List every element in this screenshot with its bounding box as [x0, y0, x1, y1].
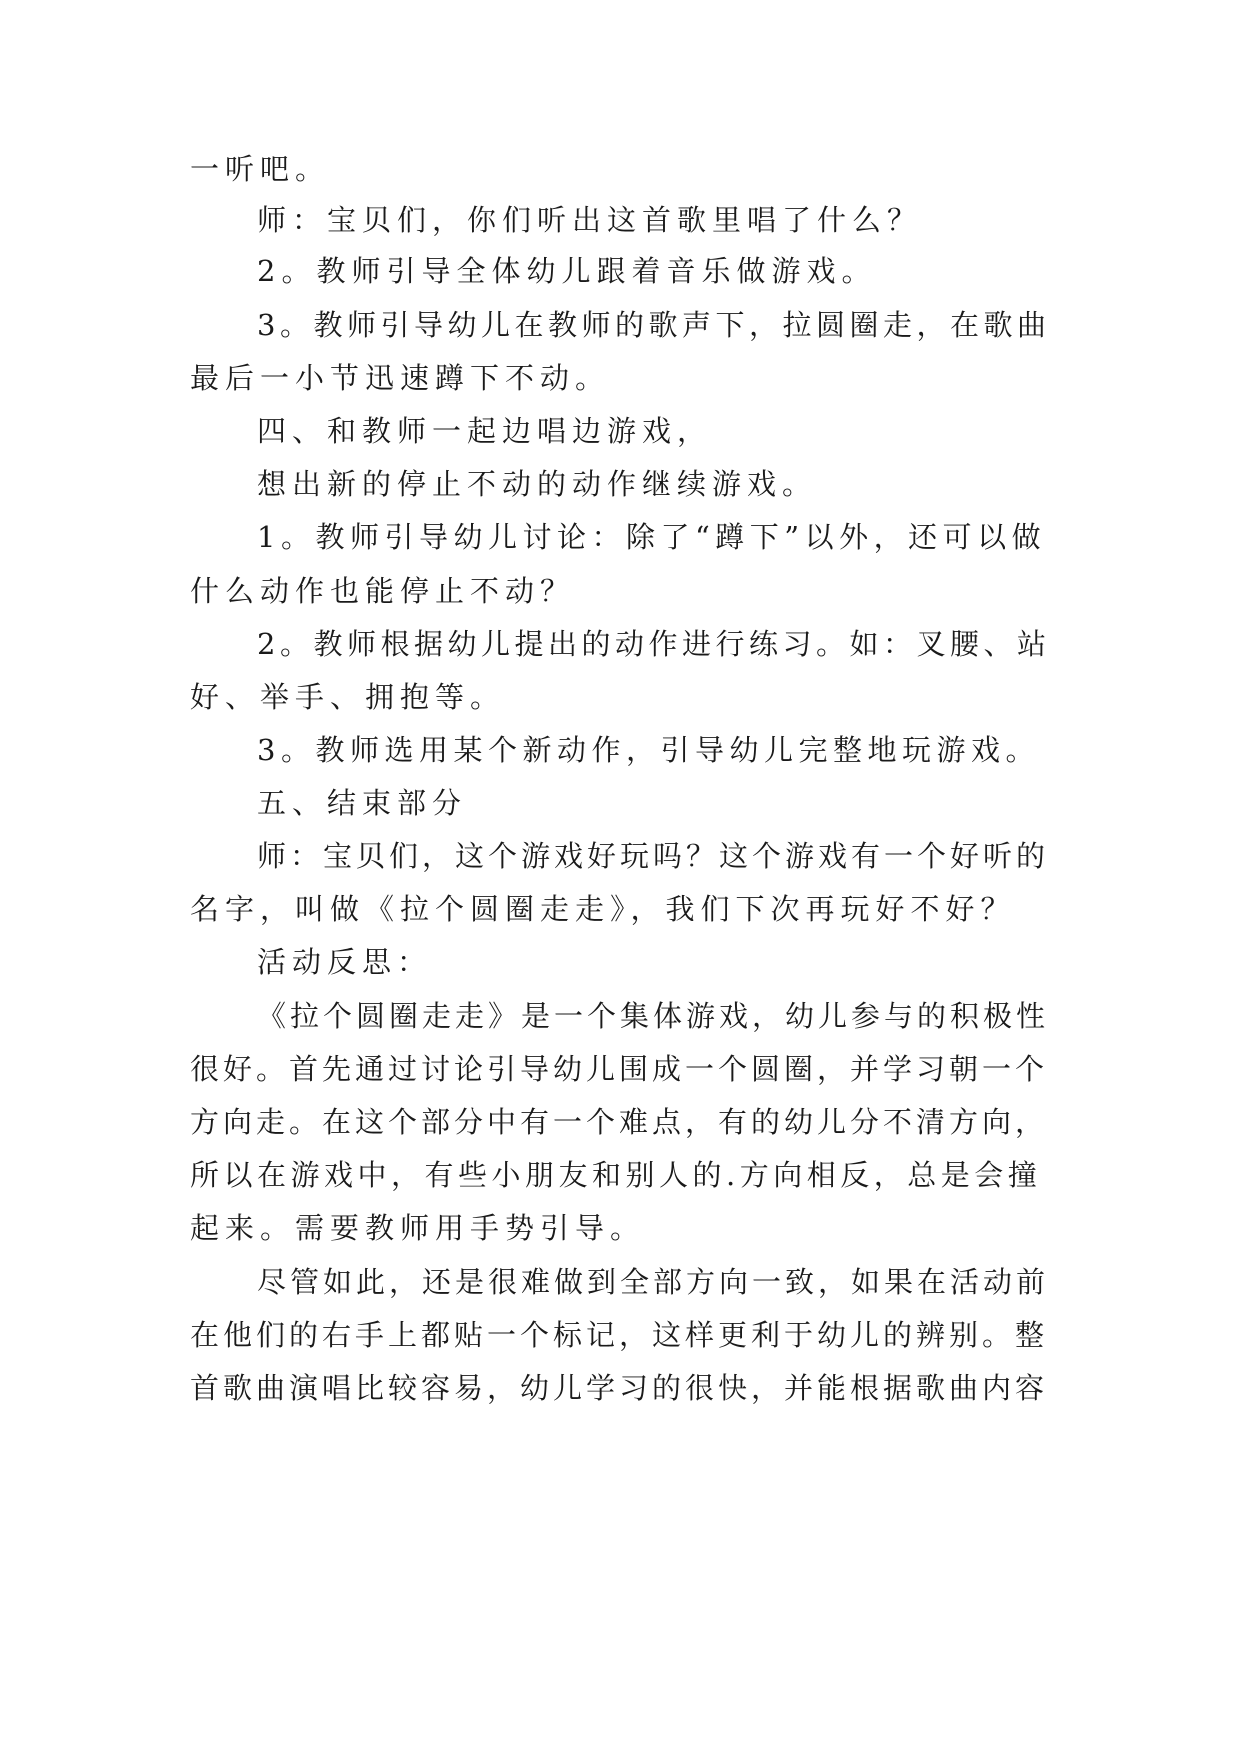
text-line: 最后一小节迅速蹲下不动。 [190, 361, 611, 395]
text-line: 2。教师引导全体幼儿跟着音乐做游戏。 [257, 254, 877, 288]
text-line: 想出新的停止不动的动作继续游戏。 [257, 467, 818, 501]
text-line: 师：宝贝们，这个游戏好玩吗？这个游戏有一个好听的 [257, 839, 1050, 873]
text-line: 尽管如此，还是很难做到全部方向一致，如果在活动前 [257, 1265, 1050, 1299]
text-line: 名字，叫做《拉个圆圈走走》，我们下次再玩好不好？ [190, 892, 1016, 926]
text-line: 很好。首先通过讨论引导幼儿围成一个圆圈，并学习朝一个 [190, 1052, 1049, 1086]
text-line: 3。教师引导幼儿在教师的歌声下，拉圆圈走，在歌曲 [257, 308, 1051, 342]
text-line: 在他们的右手上都贴一个标记，这样更利于幼儿的辨别。整 [190, 1318, 1049, 1352]
text-line: 什么动作也能停止不动？ [190, 574, 576, 608]
text-line: 《拉个圆圈走走》是一个集体游戏，幼儿参与的积极性 [257, 999, 1050, 1033]
text-line: 四、和教师一起边唱边游戏， [257, 414, 713, 448]
text-line: 起来。需要教师用手势引导。 [190, 1211, 646, 1245]
text-line: 一听吧。 [190, 152, 331, 186]
text-line: 首歌曲演唱比较容易，幼儿学习的很快，并能根据歌曲内容 [190, 1371, 1049, 1405]
text-line: 师：宝贝们，你们听出这首歌里唱了什么？ [257, 203, 923, 237]
text-line: 2。教师根据幼儿提出的动作进行练习。如：叉腰、站 [257, 627, 1051, 661]
text-line: 3。教师选用某个新动作，引导幼儿完整地玩游戏。 [257, 733, 1040, 767]
text-line: 所以在游戏中，有些小朋友和别人的.方向相反，总是会撞 [190, 1158, 1042, 1192]
text-line: 方向走。在这个部分中有一个难点，有的幼儿分不清方向， [190, 1105, 1049, 1139]
section-heading: 活动反思： [257, 945, 433, 979]
text-line: 1。教师引导幼儿讨论：除了“蹲下”以外，还可以做 [257, 520, 1047, 554]
text-line: 好、举手、拥抱等。 [190, 680, 506, 714]
section-heading: 五、结束部分 [257, 786, 468, 820]
